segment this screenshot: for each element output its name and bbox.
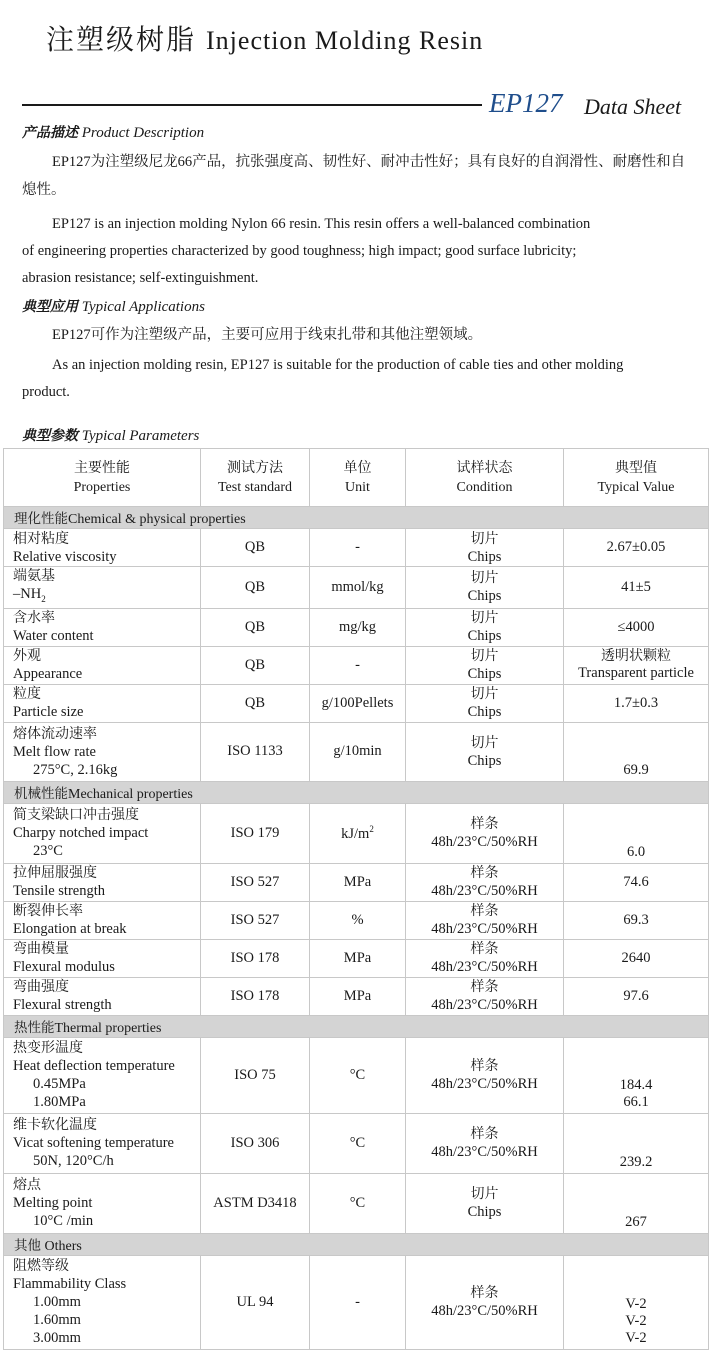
table-row: 断裂伸长率 Elongation at break ISO 527 % 样条 48h/23°C/50%RH 69.3 xyxy=(4,901,709,939)
heading-cn: 典型应用 xyxy=(22,299,78,315)
table-row: 粒度 Particle size QB g/100Pellets 切片 Chips 1.7±0.3 xyxy=(4,684,709,722)
category-row-thermal: 热性能Thermal properties xyxy=(4,1015,709,1037)
table-row: 弯曲模量 Flexural modulus ISO 178 MPa 样条 48h/23°C/50%RH 2640 xyxy=(4,939,709,977)
column-header: 主要性能 Properties xyxy=(4,449,201,507)
description-para-cn: EP127为注塑级尼龙66产品，抗张强度高、韧性好、耐冲击性好；具有良好的自润滑性、耐磨性和自熄性。 xyxy=(22,154,686,198)
applications-para-cn: EP127可作为注塑级产品，主要可应用于线束扎带和其他注塑领域。 xyxy=(52,327,483,343)
category-row-mechanical: 机械性能Mechanical properties xyxy=(4,781,709,803)
section-heading-description xyxy=(22,122,204,142)
page-title xyxy=(46,18,483,58)
section-heading-applications xyxy=(22,296,205,316)
table-row: 熔点 Melting point 10°C /min ASTM D3418 °C 切片 Chips 267 xyxy=(4,1173,709,1233)
product-code: EP127 xyxy=(489,88,563,118)
category-row-chemical: 理化性能Chemical & physical properties xyxy=(4,507,709,529)
table-row: 含水率 Water content QB mg/kg 切片 Chips ≤4000 xyxy=(4,608,709,646)
heading-en: Typical Applications xyxy=(81,299,205,315)
table-row: 阻燃等级 Flammability Class 1.00mm 1.60mm 3.00mm UL 94 - 样条 48h/23°C/50%RH V-2 V-2 V-2 xyxy=(4,1255,709,1349)
heading-cn: 典型参数 xyxy=(22,428,78,444)
description-para-en-2: of engineering properties characterized by good toughness; high impact; good surface lubricity; xyxy=(22,243,577,259)
table-row: 弯曲强度 Flexural strength ISO 178 MPa 样条 48h/23°C/50%RH 97.6 xyxy=(4,977,709,1015)
table-row: 相对粘度 Relative viscosity QB - 切片 Chips 2.67±0.05 xyxy=(4,529,709,567)
table-row: 维卡软化温度 Vicat softening temperature 50N, 120°C/h ISO 306 °C 样条 48h/23°C/50%RH 239.2 xyxy=(4,1113,709,1173)
applications-para-en-1: As an injection molding resin, EP127 is suitable for the production of cable ties and other molding xyxy=(52,357,624,373)
table-row: 简支梁缺口冲击强度 Charpy notched impact 23°C ISO 179 $kJ/m^2$ 样条 48h/23°C/50%RH 6.0 xyxy=(4,803,709,863)
table-row: 拉伸屈服强度 Tensile strength ISO 527 MPa 样条 48h/23°C/50%RH 74.6 xyxy=(4,863,709,901)
section-heading-parameters xyxy=(22,425,199,445)
column-header: 典型值 Typical Value xyxy=(564,449,709,507)
heading-en: Typical Parameters xyxy=(81,428,200,444)
table-row: 端氨基 $-NH_2$ QB mmol/kg 切片 Chips 41±5 xyxy=(4,567,709,609)
category-row-others: 其他 Others xyxy=(4,1233,709,1255)
title-cn: 注塑级树脂 xyxy=(46,23,197,56)
description-para-en-3: abrasion resistance; self-extinguishment. xyxy=(22,270,259,286)
heading-en: Product Description xyxy=(81,125,205,141)
title-en: Injection Molding Resin xyxy=(206,26,484,55)
column-header: 单位 Unit xyxy=(310,449,406,507)
table-header-row xyxy=(4,449,709,507)
applications-para-en-2: product. xyxy=(22,384,70,400)
table-row: 熔体流动速率 Melt flow rate 275°C, 2.16kg ISO 1133 g/10min 切片 Chips 69.9 xyxy=(4,722,709,781)
description-para-en-1: EP127 is an injection molding Nylon 66 resin. This resin offers a well-balanced combination xyxy=(52,216,591,232)
parameters-table xyxy=(3,448,709,1350)
doc-type-label: Data Sheet xyxy=(584,94,682,119)
column-header: 试样状态 Condition xyxy=(406,449,564,507)
table-row: 热变形温度 Heat deflection temperature 0.45MPa 1.80MPa ISO 75 °C 样条 48h/23°C/50%RH 184.4 66.1 xyxy=(4,1037,709,1113)
column-header: 测试方法 Test standard xyxy=(201,449,310,507)
table-row: 外观 Appearance QB - 切片 Chips 透明状颗粒 Transparent particle xyxy=(4,646,709,684)
heading-cn: 产品描述 xyxy=(22,125,78,141)
header-rule xyxy=(22,104,482,106)
